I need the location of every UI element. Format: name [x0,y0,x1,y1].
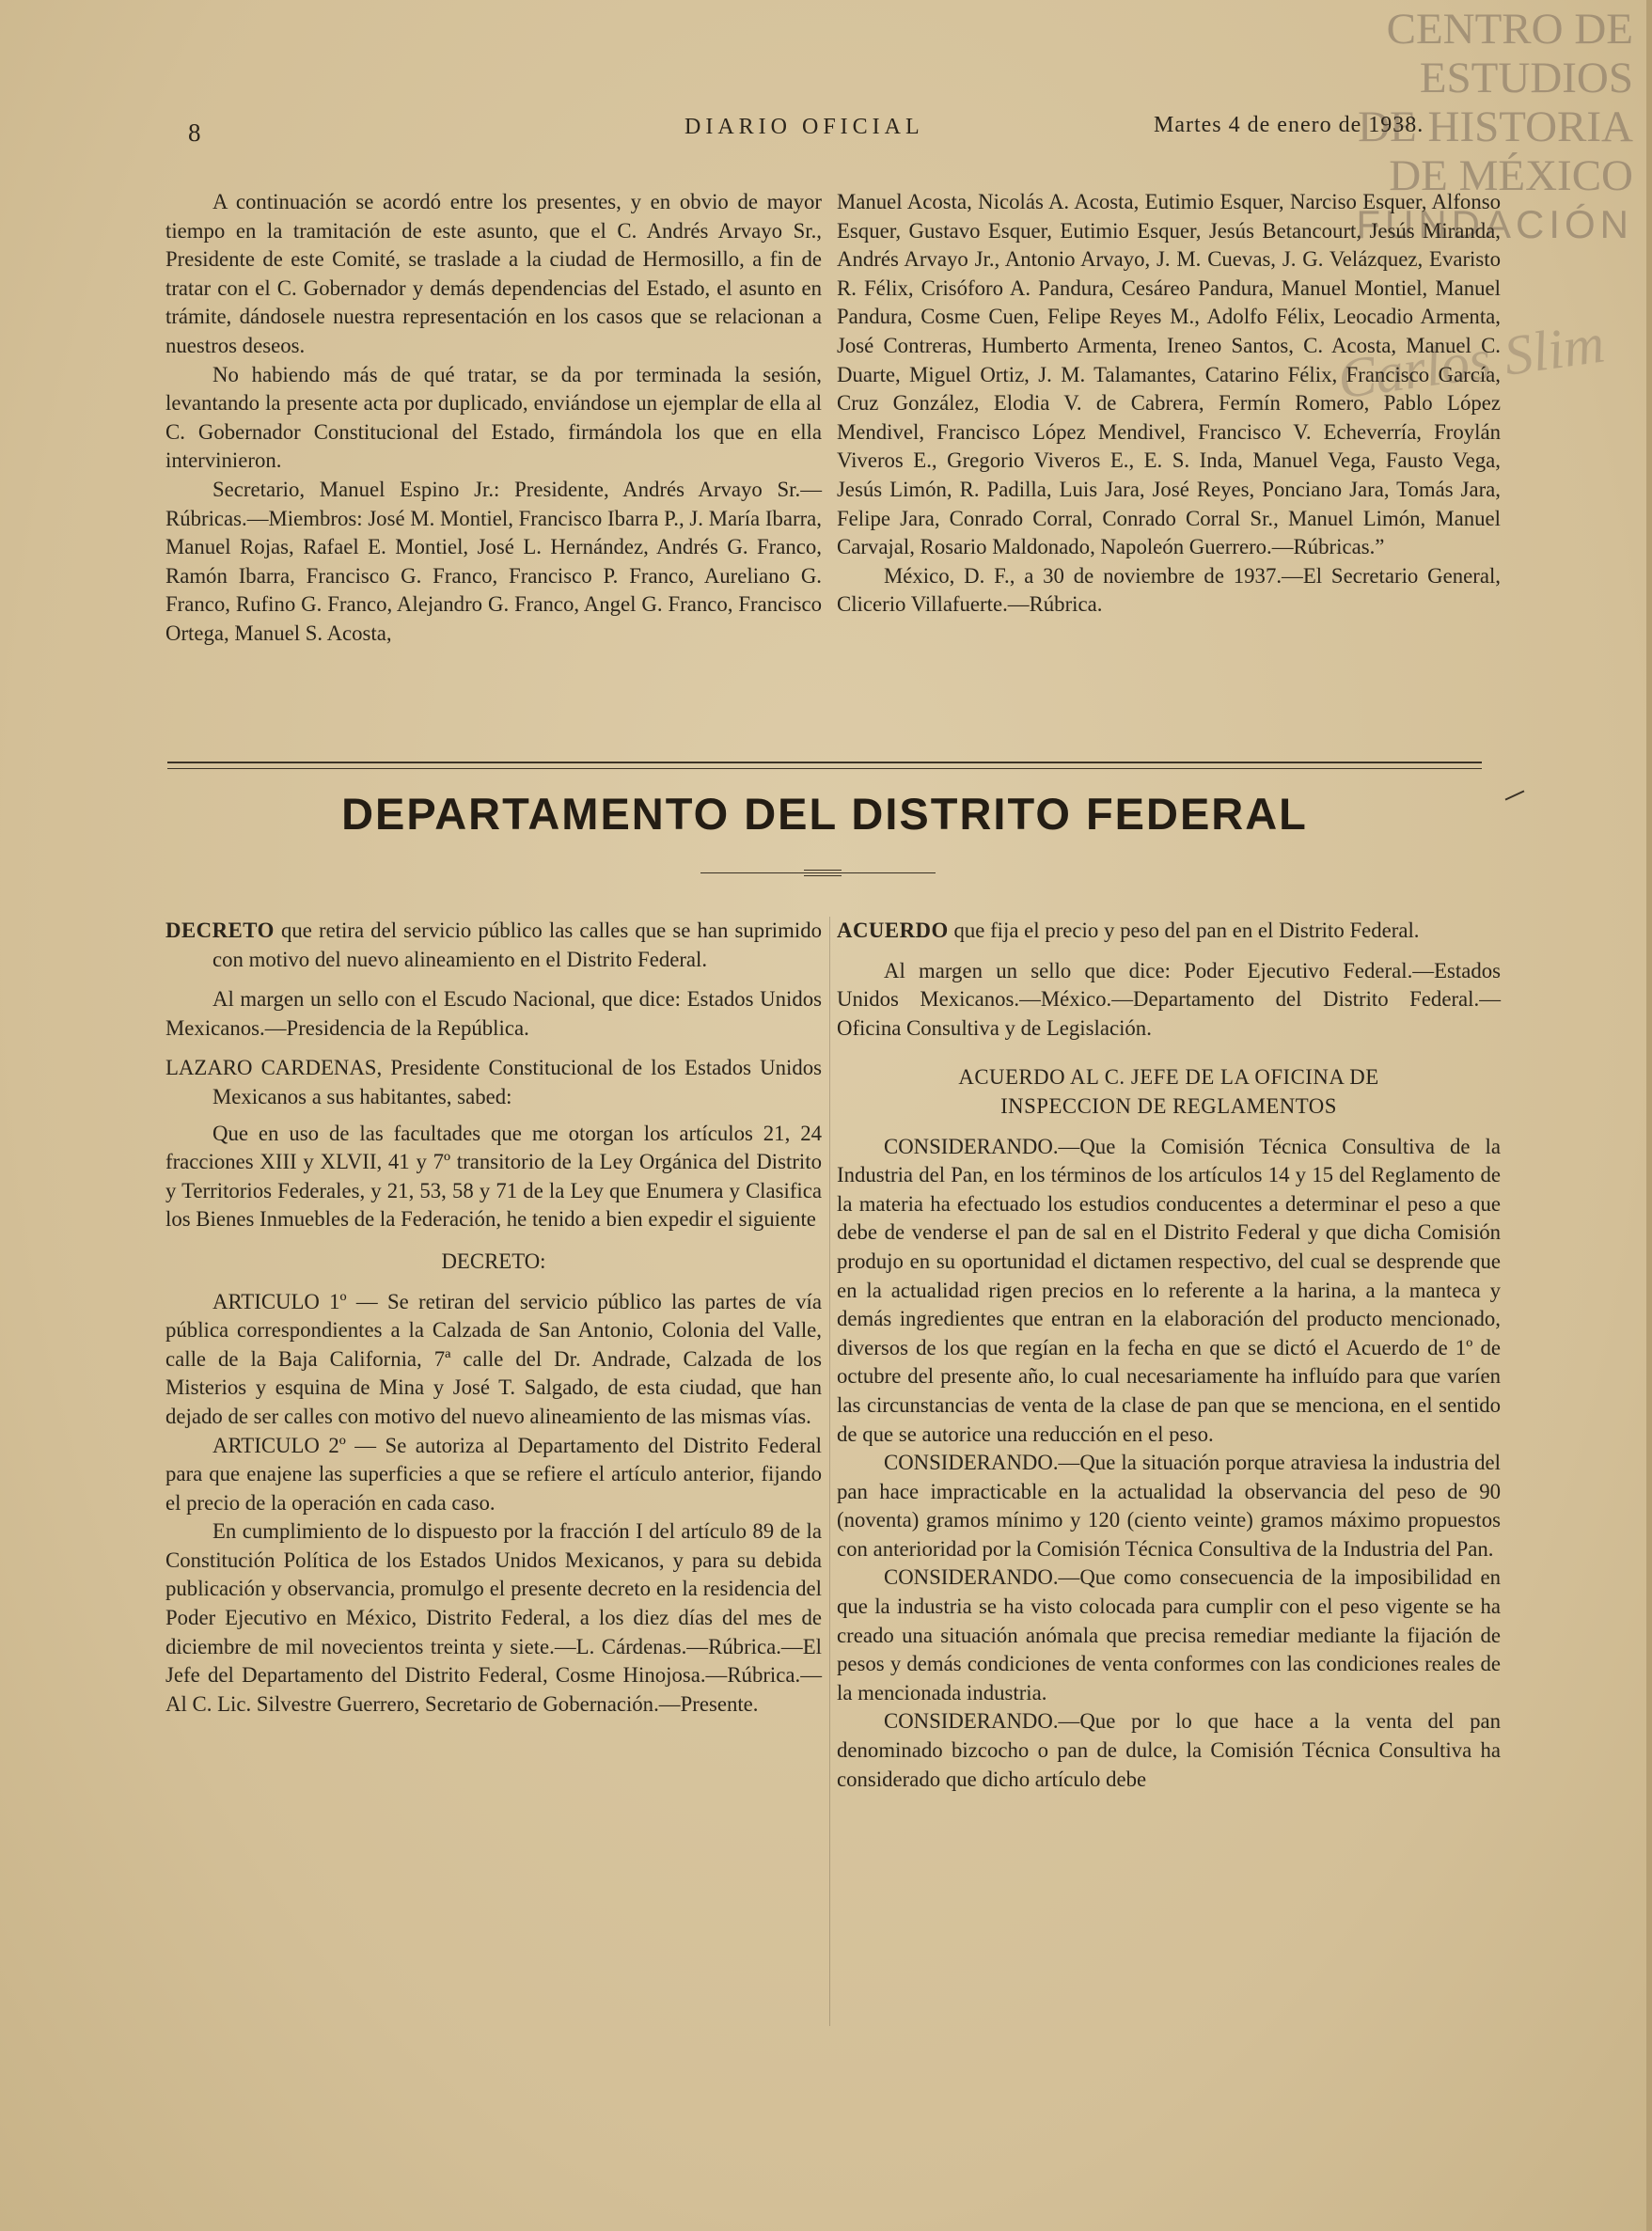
considerando-3: CONSIDERANDO.—Que como consecuencia de la imposibilidad en que la industria se ha visto colocada para cumplir con el peso vigente se ha creado una situación anómala que precisa remediar mediante la fijación de pesos y demás condiciones de venta conformes con las condiciones reales de la mencionada industria. [837,1565,1501,1705]
page-edge [1646,0,1652,2231]
paragraph: No habiendo más de qué tratar, se da por terminada la sesión, levantando la presente acta por duplicado, enviándose un ejemplar de ella al C. Gobernador Constitucional del Estado, firmándola los que en ella intervinieron. [165,362,822,473]
acuerdo-title: ACUERDO AL C. JEFE DE LA OFICINA DE INSPECCION DE REGLAMENTOS [958,1065,1379,1118]
paragraph: Secretario, Manuel Espino Jr.: Presidente, Andrés Arvayo Sr.—Rúbricas.—Miembros: José M. Montiel, Francisco Ibarra P., J. María Ibarra, Manuel Rojas, Rafael E. Montiel, José L. Hernández, Andrés G. Franco, Ramón Ibarra, Francisco G. Franco, Francisco P. Franco, Aureliano G. Franco, Rufino G. Franco, Alejandro G. Franco, Angel G. Franco, Francisco Ortega, Manuel S. Acosta, [165,477,822,645]
article-1: ARTICULO 1º — Se retiran del servicio público las partes de vía pública correspondientes a la Calzada de San Antonio, Colonia del Valle, calle de la Baja California, 7ª calle del Dr. Andrade, Calzada de los Misterios y esquina de Mina y José T. Salgado, de esta ciudad, que han dejado de ser calles con motivo del nuevo alineamiento de las mismas vías. [165,1289,822,1428]
decreto-heading [165,917,822,974]
president-title: Presidente Constitucional de los Estados Unidos Mexicanos a sus habitantes, sabed: [212,1056,822,1108]
decreto-column [165,917,822,1719]
page-number: 8 [188,118,202,147]
section-divider [167,762,1482,769]
seal-note: Al margen un sello que dice: Poder Ejecutivo Federal.—Estados Unidos Mexicanos.—México.—Departamento del Distrito Federal.—Oficina Consultiva y de Legislación. [837,958,1501,1040]
title-underline-ornament [804,870,842,876]
top-left-column [165,188,822,649]
watermark-line: DE HISTORIA [1358,102,1633,151]
president-name: LAZARO CARDENAS, [165,1056,383,1080]
considerando-1: CONSIDERANDO.—Que la Comisión Técnica Consultiva de la Industria del Pan, en los términos de los artículos 14 y 15 del Reglamento de la materia ha efectuado los estudios conducentes a determinar el peso a que debe de venderse el pan de sal en el Distrito Federal y que dicha Comisión produjo en su oportunidad el dictamen respectivo, del cual se desprende que en la actualidad rigen precios en lo referente a la harina, a la manteca y demás ingredientes que entran en la elaboración del producto mencionado, diversos de los que regían en la fecha en que se dictó el Acuerdo de 1º de octubre del presente año, lo cual necesariamente ha influído para que varíen las circunstancias de venta de la clase de pan que se menciona, en el sentido de que se autorice una reducción en el peso. [837,1134,1501,1446]
paragraph: A continuación se acordó entre los presentes, y en obvio de mayor tiempo en la tramitación de este asunto, que el C. Andrés Arvayo Sr., Presidente de este Comité, se traslade a la ciudad de Hermosillo, a fin de tratar con el C. Gobernador y demás dependencias del Estado, el asunto en trámite, dándosele nuestra representación en los casos que se relacionan a nuestros deseos. [165,190,822,357]
watermark-line: CENTRO DE [1386,5,1633,54]
decreto-title: DECRETO: [441,1249,546,1273]
closing-paragraph: En cumplimiento de lo dispuesto por la fracción I del artículo 89 de la Constitución Política de los Estados Unidos Mexicanos, y para su debida publicación y observancia, promulgo el presente decreto en la residencia del Poder Ejecutivo en México, Distrito Federal, a los diez días del mes de diciembre de mil novecientos treinta y siete.—L. Cárdenas.—Rúbrica.—El Jefe del Departamento del Distrito Federal, Cosme Hinojosa.—Rúbrica.—Al C. Lic. Silvestre Guerrero, Secretario de Gobernación.—Presente. [165,1519,822,1716]
watermark-line: DE MÉXICO [1389,151,1633,200]
paragraph: México, D. F., a 30 de noviembre de 1937.—El Secretario General, Clicerio Villafuerte.—Rúbrica. [837,563,1501,617]
acuerdo-heading [837,917,1501,946]
decreto-heading-bold: DECRETO [165,919,275,942]
president-line [165,1054,822,1111]
acuerdo-column [837,917,1501,1794]
considerando-paragraph: Que en uso de las facultades que me otorgan los artículos 21, 24 fracciones XIII y XLVII, 41 y 7º transitorio de la Ley Orgánica del Distrito y Territorios Federales, y 21, 53, 58 y 71 de la Ley que Enumera y Clasifica los Bienes Inmuebles de la Federación, he tenido a bien expedir el siguiente [165,1121,822,1232]
issue-date: Martes 4 de enero de 1938. [1154,113,1424,137]
acuerdo-heading-text: que fija el precio y peso del pan en el Distrito Federal. [948,919,1420,942]
section-title: DEPARTAMENTO DEL DISTRITO FEDERAL [341,789,1308,839]
paragraph: Manuel Acosta, Nicolás A. Acosta, Eutimio Esquer, Narciso Esquer, Alfonso Esquer, Gustavo Esquer, Eutimio Esquer, Jesús Betancourt, Jesús Miranda, Andrés Arvayo Jr., Antonio Arvayo, J. M. Cuevas, J. G. Velázquez, Evaristo R. Félix, Crisóforo A. Pandura, Cesáreo Pandura, Manuel Montiel, Manuel Pandura, Cosme Cuen, Felipe Reyes M., Adolfo Félix, Leocadio Armenta, José Contreras, Humberto Armenta, Ireneo Santos, C. Acosta, Manuel C. Duarte, Miguel Ortiz, J. M. Talamantes, Catarino Félix, Francisco García, Cruz González, Elodia V. de Cabrera, Fermín Romero, Pablo López Mendivel, Francisco López Mendivel, Francisco V. Echeverría, Froylán Viveros E., Gregorio Viveros E., E. S. Inda, Manuel Vega, Fausto Vega, Jesús Limón, R. Padilla, Luis Jara, José Reyes, Ponciano Jara, Tomás Jara, Felipe Jara, Conrado Corral, Conrado Corral Sr., Manuel Limón, Manuel Carvajal, Rosario Maldonado, Napoleón Guerrero.—Rúbricas.” [837,190,1501,559]
considerando-2: CONSIDERANDO.—Que la situación porque atraviesa la industria del pan hace impracticable en la actualidad la observancia del peso de 90 (noventa) gramos mínimo y 120 (ciento veinte) gramos máximo propuestos con anterioridad por la Comisión Técnica Consultiva de la Industria del Pan. [837,1451,1501,1561]
decreto-heading-text: que retira del servicio público las calles que se han suprimido con motivo del nuevo alineamiento en el Distrito Federal. [212,919,822,971]
top-right-column [837,188,1501,620]
article-2: ARTICULO 2º — Se autoriza al Departamento del Distrito Federal para que enajene las superficies a que se refiere el artículo anterior, fijando el precio de la operación en cada caso. [165,1433,822,1515]
watermark-line: ESTUDIOS [1419,54,1633,102]
acuerdo-heading-bold: ACUERDO [837,919,949,942]
page-header [188,111,1486,149]
considerando-4: CONSIDERANDO.—Que por lo que hace a la venta del pan denominado bizcocho o pan de dulce, la Comisión Técnica Consultiva ha considerado que dicho artículo debe [837,1709,1501,1791]
column-divider [829,917,830,2026]
watermark-line: FUNDACIÓN [1356,202,1633,246]
publication-title: DIARIO OFICIAL [684,115,924,139]
seal-note: Al margen un sello con el Escudo Nacional, que dice: Estados Unidos Mexicanos.—Presidencia de la República. [165,987,822,1040]
watermark-signature: Carlos Slim [1333,311,1609,411]
